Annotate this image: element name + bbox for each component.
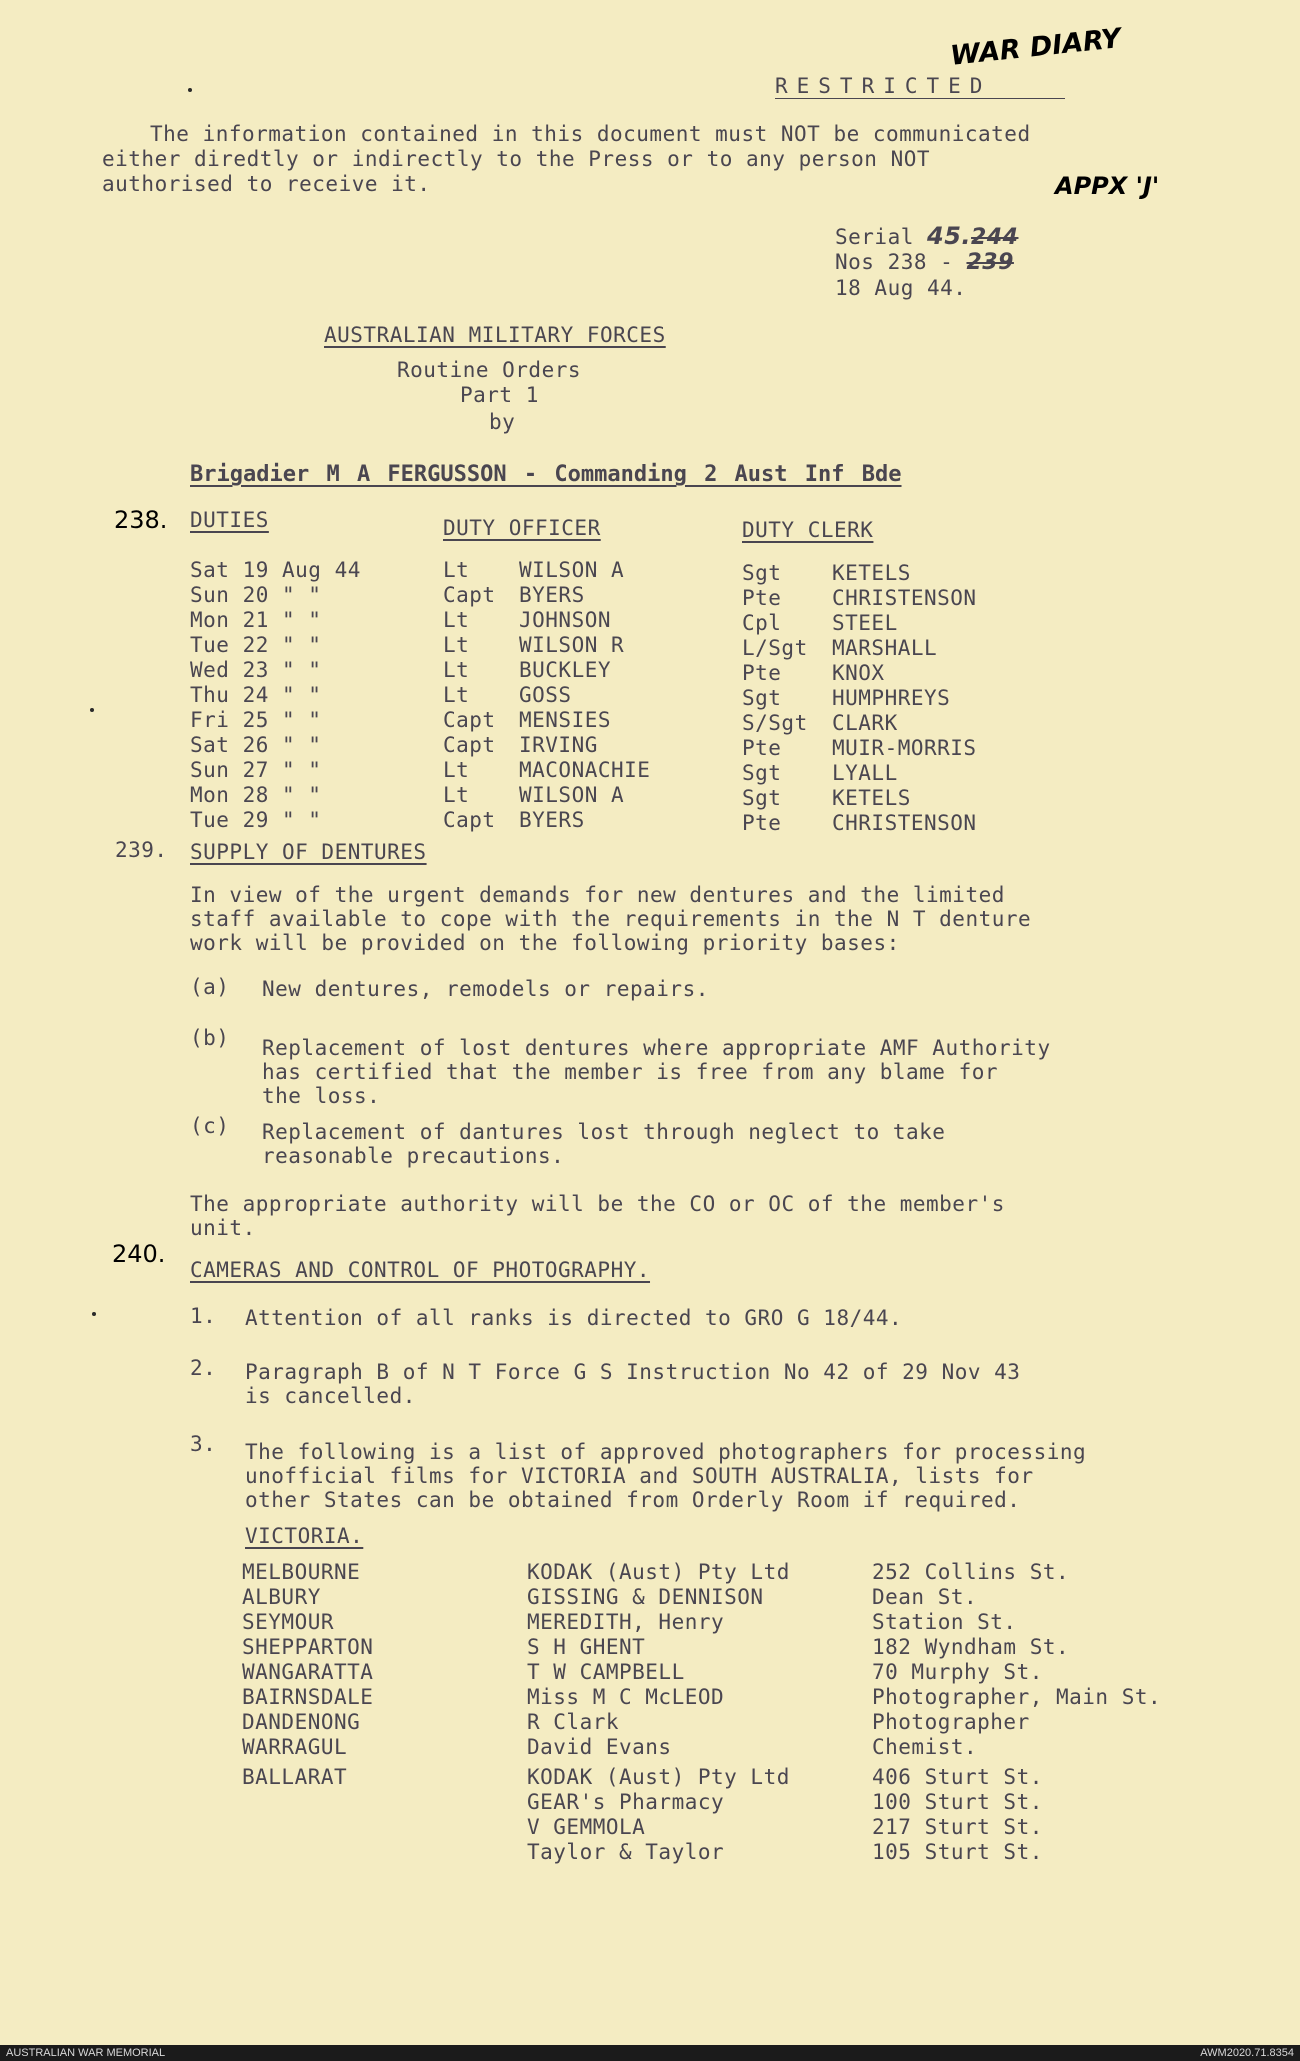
classification-underline (775, 98, 1065, 99)
clerk-rank: Sgt (742, 761, 782, 785)
duty-date: Mon 28 " " (190, 783, 322, 807)
serial-value: 45. (927, 222, 972, 250)
photographer-name: GEAR's Pharmacy (527, 1790, 725, 1814)
punch-mark (188, 88, 192, 92)
town: DANDENONG (242, 1710, 361, 1734)
cameras-item-1-line-1: Attention of all ranks is directed to GRO G 18/44. (245, 1306, 903, 1330)
photographer-address: Photographer, Main St. (872, 1685, 1162, 1709)
duty-date: Tue 22 " " (190, 633, 322, 657)
photographer-address: 100 Sturt St. (872, 1790, 1043, 1814)
archive-footer (0, 2045, 1300, 2061)
notice-line-2: either diredtly or indirectly to the Press or to any person NOT (102, 147, 931, 171)
officer-name: BUCKLEY (519, 658, 612, 682)
photographer-name: V GEMMOLA (527, 1815, 646, 1839)
town: SEYMOUR (242, 1610, 335, 1634)
order-number-238: 238. (114, 506, 168, 534)
photographer-name: Miss M C McLEOD (527, 1685, 725, 1709)
cameras-heading: CAMERAS AND CONTROL OF PHOTOGRAPHY. (190, 1258, 651, 1282)
clerk-rank: Sgt (742, 561, 782, 585)
duty-date: Sun 20 " " (190, 583, 322, 607)
nos-value: 238 - (887, 250, 954, 274)
title-part: Part 1 (460, 383, 539, 407)
duty-officer-heading: DUTY OFFICER (443, 516, 601, 540)
notice-line-3: authorised to receive it. (102, 172, 431, 196)
photographer-name: S H GHENT (527, 1635, 646, 1659)
order-number-240: 240. (112, 1240, 166, 1268)
clerk-rank: Pte (742, 811, 782, 835)
nos-label: Nos (835, 250, 875, 274)
town: BAIRNSDALE (242, 1685, 374, 1709)
clerk-name: MUIR-MORRIS (832, 736, 977, 760)
cameras-item-3-line-2: unofficial films for VICTORIA and SOUTH AUSTRALIA, lists for (245, 1464, 1034, 1488)
dentures-item-c-label: (c) (190, 1114, 230, 1138)
clerk-rank: Pte (742, 661, 782, 685)
cameras-item-2-line-2: is cancelled. (245, 1384, 416, 1408)
officer-rank: Lt (443, 608, 470, 632)
officer-name: BYERS (519, 808, 585, 832)
nos-struck: 239 (966, 250, 1014, 275)
title-routine-orders: Routine Orders (397, 358, 582, 382)
officer-name: BYERS (519, 583, 585, 607)
officer-rank: Capt (443, 708, 496, 732)
cameras-item-3-line-3: other States can be obtained from Orderly Room if required. (245, 1488, 1021, 1512)
town: SHEPPARTON (242, 1635, 374, 1659)
dentures-item-b-line-3: the loss. (262, 1084, 381, 1108)
photographer-name: KODAK (Aust) Pty Ltd (527, 1560, 790, 1584)
footer-accession-number: AWM2020.71.8354 (1200, 2047, 1294, 2059)
dentures-item-a-line-1: New dentures, remodels or repairs. (262, 977, 709, 1001)
clerk-rank: Pte (742, 736, 782, 760)
officer-name: WILSON A (519, 783, 625, 807)
photographer-address: 182 Wyndham St. (872, 1635, 1070, 1659)
officer-name: WILSON R (519, 633, 625, 657)
clerk-name: KETELS (832, 561, 911, 585)
clerk-rank: S/Sgt (742, 711, 808, 735)
serial-struck: 244 (971, 225, 1019, 250)
duty-date: Tue 29 " " (190, 808, 322, 832)
photographer-address: Station St. (872, 1610, 1017, 1634)
officer-rank: Lt (443, 558, 470, 582)
photographer-address: Photographer (872, 1710, 1030, 1734)
dentures-para-line-2: staff available to cope with the requirements in the N T denture (190, 907, 1032, 931)
clerk-name: KETELS (832, 786, 911, 810)
title-by: by (489, 410, 516, 434)
photographer-address: 70 Murphy St. (872, 1660, 1043, 1684)
footer-institution: AUSTRALIAN WAR MEMORIAL (6, 2047, 166, 2059)
clerk-rank: Sgt (742, 686, 782, 710)
photographer-address: 217 Sturt St. (872, 1815, 1043, 1839)
classification-label: RESTRICTED (775, 74, 992, 98)
dentures-item-c-line-2: reasonable precautions. (262, 1144, 565, 1168)
dentures-item-a-label: (a) (190, 975, 230, 999)
photographer-address: 406 Sturt St. (872, 1765, 1043, 1789)
town: WARRAGUL (242, 1735, 348, 1759)
clerk-rank: Sgt (742, 786, 782, 810)
order-date: 18 Aug 44. (835, 276, 967, 300)
cameras-item-2-line-1: Paragraph B of N T Force G S Instruction No 42 of 29 Nov 43 (245, 1360, 1021, 1384)
dentures-para-line-3: work will be provided on the following priority bases: (190, 931, 900, 955)
appendix-annotation: APPX 'J' (1055, 172, 1160, 200)
officer-name: IRVING (519, 733, 598, 757)
clerk-rank: Cpl (742, 611, 782, 635)
photographer-address: 252 Collins St. (872, 1560, 1070, 1584)
duty-date: Mon 21 " " (190, 608, 322, 632)
town: ALBURY (242, 1585, 321, 1609)
org-title: AUSTRALIAN MILITARY FORCES (324, 323, 666, 347)
officer-name: GOSS (519, 683, 572, 707)
photographer-name: Taylor & Taylor (527, 1840, 725, 1864)
serial-label: Serial (835, 225, 914, 249)
duty-date: Thu 24 " " (190, 683, 322, 707)
notice-line-1: The information contained in this document must NOT be communicated (150, 122, 1031, 146)
officer-rank: Capt (443, 733, 496, 757)
nos-line (835, 250, 1014, 275)
dentures-heading: SUPPLY OF DENTURES (190, 840, 427, 864)
clerk-name: HUMPHREYS (832, 686, 951, 710)
officer-rank: Lt (443, 633, 470, 657)
dentures-para-line-1: In view of the urgent demands for new dentures and the limited (190, 883, 1005, 907)
clerk-name: STEEL (832, 611, 898, 635)
punch-mark (92, 1312, 96, 1316)
dentures-item-c-line-1: Replacement of dantures lost through neglect to take (262, 1120, 946, 1144)
photographer-address: Dean St. (872, 1585, 978, 1609)
clerk-rank: Pte (742, 586, 782, 610)
war-diary-annotation: WAR DIARY (948, 23, 1123, 72)
duty-clerk-heading: DUTY CLERK (742, 518, 874, 542)
photographer-name: R Clark (527, 1710, 620, 1734)
clerk-name: CHRISTENSON (832, 811, 977, 835)
commander-line: Brigadier M A FERGUSSON - Commanding 2 Aust Inf Bde (190, 462, 902, 487)
clerk-name: LYALL (832, 761, 898, 785)
photographer-name: David Evans (527, 1735, 672, 1759)
cameras-item-3-label: 3. (190, 1432, 217, 1456)
clerk-name: CHRISTENSON (832, 586, 977, 610)
officer-rank: Capt (443, 808, 496, 832)
duties-heading: DUTIES (190, 508, 269, 532)
photographer-name: MEREDITH, Henry (527, 1610, 725, 1634)
serial-line (835, 224, 1018, 250)
duty-date: Wed 23 " " (190, 658, 322, 682)
cameras-item-3-line-1: The following is a list of approved photographers for processing (245, 1440, 1087, 1464)
duty-date: Sat 26 " " (190, 733, 322, 757)
photographer-name: T W CAMPBELL (527, 1660, 685, 1684)
photographer-name: KODAK (Aust) Pty Ltd (527, 1765, 790, 1789)
town: WANGARATTA (242, 1660, 374, 1684)
punch-mark (90, 708, 94, 712)
officer-rank: Capt (443, 583, 496, 607)
officer-rank: Lt (443, 783, 470, 807)
officer-name: JOHNSON (519, 608, 612, 632)
town: BALLARAT (242, 1765, 348, 1789)
photographer-address: Chemist. (872, 1735, 978, 1759)
order-number-239: 239. (115, 838, 168, 862)
dentures-item-b-label: (b) (190, 1026, 230, 1050)
officer-name: WILSON A (519, 558, 625, 582)
duty-date: Fri 25 " " (190, 708, 322, 732)
town: MELBOURNE (242, 1560, 361, 1584)
clerk-name: CLARK (832, 711, 898, 735)
dentures-closing-line-2: unit. (190, 1216, 256, 1240)
dentures-closing-line-1: The appropriate authority will be the CO or OC of the member's (190, 1192, 1005, 1216)
officer-rank: Lt (443, 658, 470, 682)
officer-name: MENSIES (519, 708, 612, 732)
clerk-rank: L/Sgt (742, 636, 808, 660)
photographer-name: GISSING & DENNISON (527, 1585, 764, 1609)
clerk-name: KNOX (832, 661, 885, 685)
officer-rank: Lt (443, 758, 470, 782)
dentures-item-b-line-2: has certified that the member is free from any blame for (262, 1060, 999, 1084)
cameras-item-1-label: 1. (190, 1304, 217, 1328)
duty-date: Sun 27 " " (190, 758, 322, 782)
victoria-heading: VICTORIA. (245, 1524, 364, 1548)
dentures-item-b-line-1: Replacement of lost dentures where appropriate AMF Authority (262, 1036, 1051, 1060)
clerk-name: MARSHALL (832, 636, 938, 660)
cameras-item-2-label: 2. (190, 1356, 217, 1380)
officer-name: MACONACHIE (519, 758, 651, 782)
duty-date: Sat 19 Aug 44 (190, 558, 361, 582)
photographer-address: 105 Sturt St. (872, 1840, 1043, 1864)
officer-rank: Lt (443, 683, 470, 707)
